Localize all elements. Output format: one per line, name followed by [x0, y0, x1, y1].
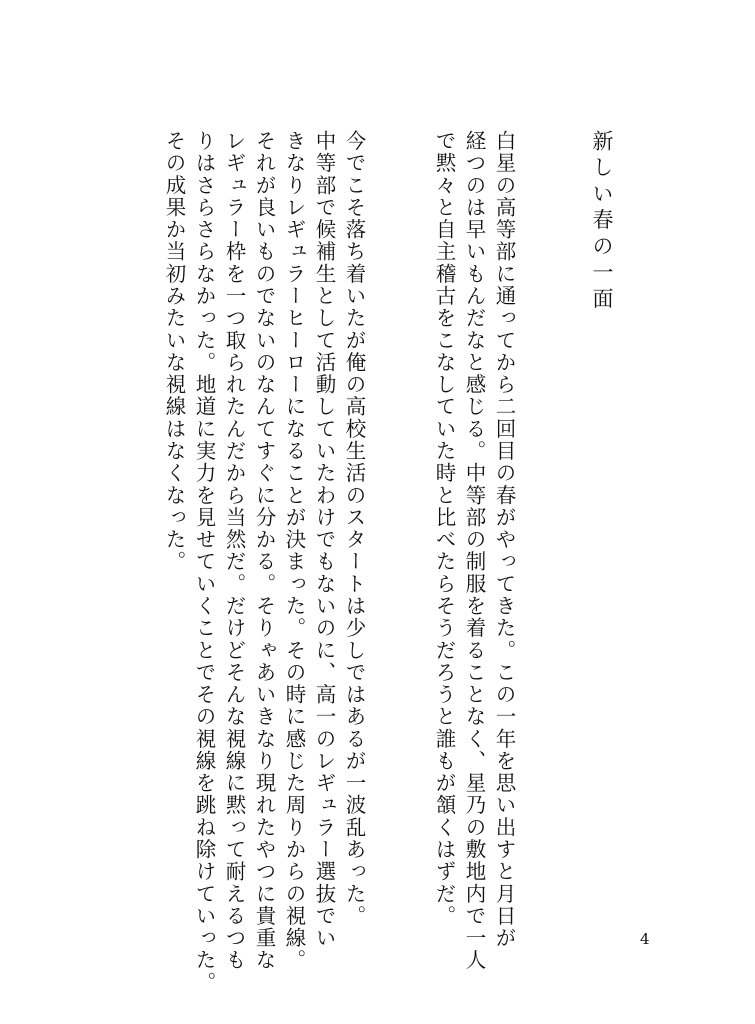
text-column-5: 中等部で候補生として活動していたわけでもないのに、高一のレギュラー選抜でい — [312, 130, 336, 950]
text-column-9: りはさらさらなかった。地道に実力を見せていくことでその視線を跳ね除けていった。 — [192, 130, 216, 994]
page-number: 4 — [640, 930, 650, 948]
text-column-8: レギュラー枠を一つ取られたんだから当然だ。だけどそんな視線に黙って耐えるつも — [222, 130, 246, 972]
text-column-4: 今でこそ落ち着いたが俺の高校生活のスタートは少しではあるが一波乱あった。 — [342, 130, 366, 928]
text-column-6: きなりレギュラーヒーローになることが決まった。その時に感じた周りからの視線。 — [282, 130, 306, 972]
text-column-1: 白星の高等部に通ってから二回目の春がやってきた。この一年を思い出すと月日が — [492, 130, 516, 950]
text-column-3: で黙々と自主稽古をこなしていた時と比べたらそうだろうと誰もが頷くはずだ。 — [432, 130, 456, 928]
text-column-10: その成果か当初みたいな視線はなくなった。 — [162, 130, 186, 573]
chapter-title: 新しい春の一面 — [590, 130, 614, 314]
text-column-2: 経つのは早いもんだなと感じる。中等部の制服を着ることなく、星乃の敷地内で一人 — [462, 130, 486, 972]
text-column-7: それが良いものでないのなんてすぐに分かる。そりゃあいきなり現れたやつに貴重な — [252, 130, 276, 972]
